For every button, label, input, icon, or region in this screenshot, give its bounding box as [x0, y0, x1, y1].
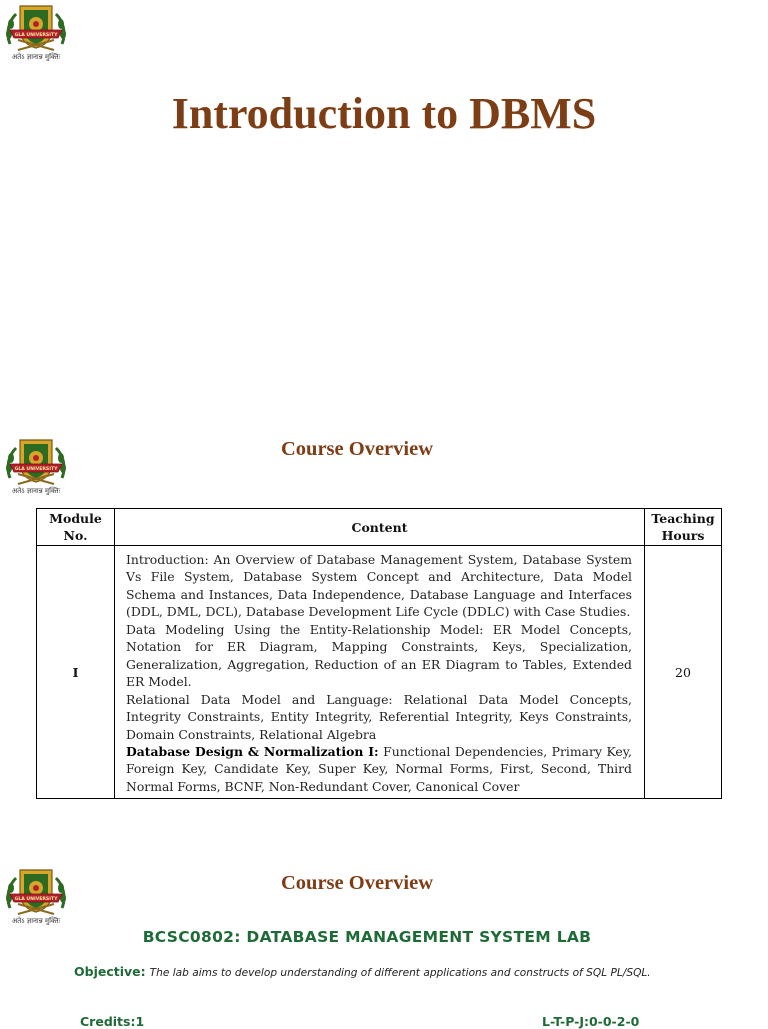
lab-overview-slide	[0, 836, 768, 1029]
course-content-table	[36, 508, 722, 799]
svg-text:अतेऽ ज्ञानान्न मुक्तिः: अतेऽ ज्ञानान्न मुक्तिः	[11, 917, 61, 925]
university-crest-logo	[2, 0, 70, 62]
topic-relational-model	[126, 691, 632, 743]
module-number-cell: I	[37, 546, 115, 799]
teaching-hours-cell: 20	[645, 546, 722, 799]
content-header: Content	[115, 509, 645, 546]
table-row	[37, 546, 722, 799]
presentation-title: Introduction to DBMS	[171, 89, 597, 138]
table-header-row	[37, 509, 722, 546]
svg-text:GLA UNIVERSITY: GLA UNIVERSITY	[14, 467, 58, 472]
lab-course-title: BCSC0802: DATABASE MANAGEMENT SYSTEM LAB	[142, 928, 592, 946]
topic-normalization	[126, 743, 632, 795]
topic-title: Data Modeling Using the Entity-Relationship Model:	[126, 621, 484, 637]
course-overview-slide	[0, 416, 768, 836]
topic-er-model	[126, 621, 632, 691]
svg-text:अतेऽ ज्ञानान्न मुक्तिः: अतेऽ ज्ञानान्न मुक्तिः	[11, 487, 61, 495]
section-title: Course Overview	[281, 438, 433, 460]
title-slide	[0, 0, 768, 416]
topic-title: Introduction:	[126, 552, 209, 567]
ltpj-breakdown: L-T-P-J:0-0-2-0	[542, 1014, 640, 1029]
objective-text: The lab aims to develop understanding of different applications and constructs of SQL PL/SQL.	[149, 967, 651, 979]
svg-text:GLA UNIVERSITY: GLA UNIVERSITY	[14, 897, 58, 902]
topic-text: Relational Data Model Concepts, Integrity Constraints, Entity Integrity, Referential Integrity, Keys Constraints, Domain Constraints, Relational Algebra	[126, 691, 632, 742]
topic-introduction	[126, 551, 632, 621]
objective-label: Objective:	[74, 964, 146, 979]
svg-text:अतेऽ ज्ञानान्न मुक्तिः: अतेऽ ज्ञानान्न मुक्तिः	[11, 53, 61, 61]
topic-title: Database Design & Normalization I:	[126, 743, 379, 759]
topic-text: Functional Dependencies, Primary Key, Foreign Key, Candidate Key, Super Key, Normal Forms, First, Second, Third Normal Forms, BCNF, Non-Redundant Cover, Canonical Cover	[126, 743, 633, 794]
teaching-hours-header: Teaching Hours	[645, 509, 722, 546]
topic-text: An Overview of Database Management System, Database System Vs File System, Database System Concept and Architecture, Data Model Schema and Instances, Data Independence, Database Language and Interfaces (DDL, DML, DCL), Database Development Life Cycle (DDLC) with Case Studies.	[126, 552, 632, 620]
topic-text: ER Model Concepts, Notation for ER Diagram, Mapping Constraints, Keys, Specialization, Generalization, Aggregation, Reduction of an ER Diagram to Tables, Extended ER Model.	[126, 621, 632, 690]
module-no-header: Module No.	[37, 509, 115, 546]
svg-text:GLA UNIVERSITY: GLA UNIVERSITY	[14, 33, 58, 38]
topic-title: Relational Data Model and Language:	[126, 691, 393, 707]
credits: Credits:1	[80, 1014, 145, 1029]
section-title: Course Overview	[281, 872, 433, 894]
objective	[74, 964, 734, 979]
content-cell	[115, 546, 645, 799]
